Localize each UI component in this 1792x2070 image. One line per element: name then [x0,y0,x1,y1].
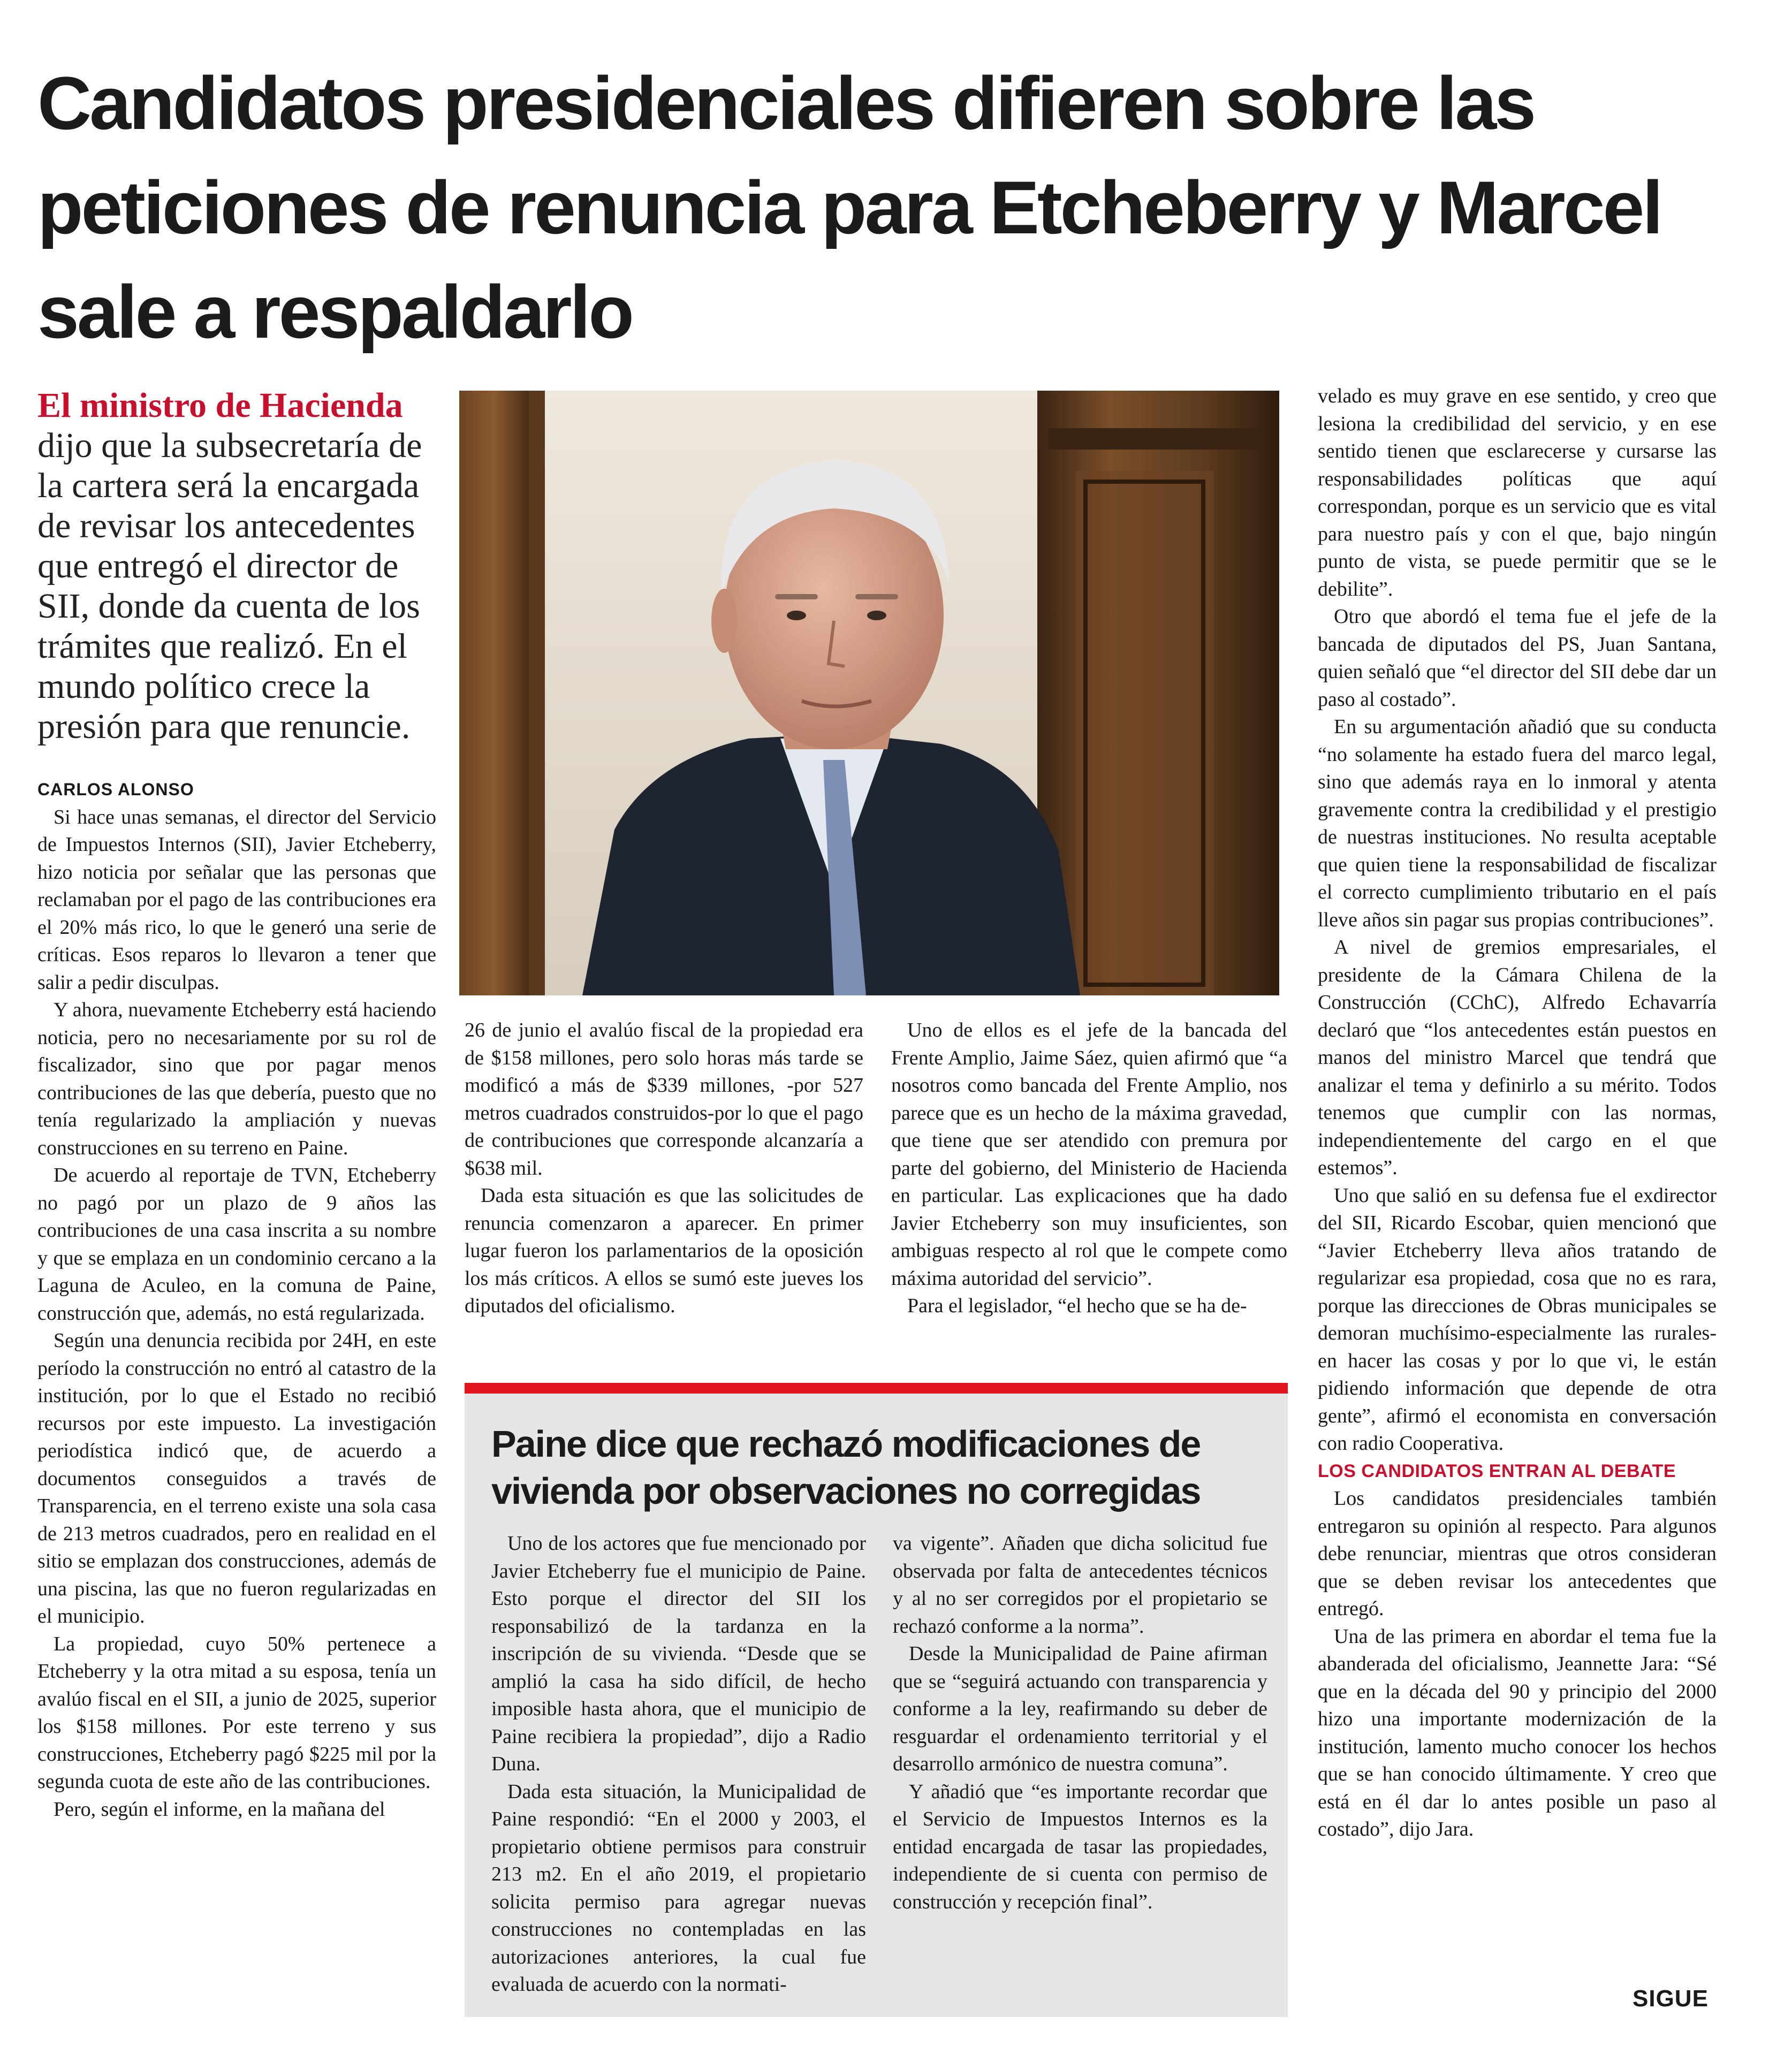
paragraph: Y ahora, nuevamente Etcheberry está haciendo noticia, pero no necesariamente por su rol de fiscalizador, sino que por pagar menos contribuciones de las que debería, puesto que no tenía regularizado la ampliación y nuevas construcciones en su terreno en Paine. [37,999,436,1159]
lede-text: dijo que la subsecretaría de la cartera será la encargada de revisar los antecedentes que entregó el director de SII, donde da cuenta de los trámites que realizó. En el mundo político crece la presión para que renuncie. [37,426,422,746]
byline: CARLOS ALONSO [37,780,194,799]
sidebar-column-right [893,1530,1267,1916]
paragraph: Otro que abordó el tema fue el jefe de la bancada de diputados del PS, Juan Santana, quien señaló que “el director del SII debe dar un paso al costado”. [1318,605,1717,711]
paragraph: Desde la Municipalidad de Paine afirman que se “seguirá actuando con transparencia y conforme a la ley, reafirmando su deber de resguardar el ordenamiento territorial y el desarrollo armónico de nuestra comuna”. [893,1642,1267,1775]
sidebar-title: Paine dice que rechazó modificaciones de vivienda por observaciones no corregidas [491,1423,1201,1512]
headline: Candidatos presidenciales difieren sobre las peticiones de renuncia para Etcheberry y Marcel sale a respaldarlo [37,61,1661,354]
paragraph: Los candidatos presidenciales también entregaron su opinión al respecto. Para algunos debe renunciar, mientras que otros consideran que se deben revisar los antecedentes que entregó. [1318,1487,1717,1620]
paragraph: Si hace unas semanas, el director del Servicio de Impuestos Internos (SII), Javier Etcheberry, hizo noticia por señalar que las personas que reclamaban por el pago de las contribuciones era el 20% más rico, lo que le generó una serie de críticas. Esos reparos lo llevaron a tener que salir a pedir disculpas. [37,805,436,994]
paragraph: Una de las primera en abordar el tema fue la abanderada del oficialismo, Jeannette Jara: “Sé que en la década del 90 y principio del 2000 hizo una importante modernización de la institución, lamento mucho conocer los hechos que se han conocido últimamente. Y creo que está en él dar lo antes posible un paso al costado”, dijo Jara. [1318,1625,1717,1840]
paragraph: 26 de junio el avalúo fiscal de la propiedad era de $158 millones, pero solo horas más tarde se modificó a más de $339 millones, -por 527 metros cuadrados construidos-por lo que el pago de contribuciones que corresponde alcanzaría a $638 mil. [465,1019,863,1179]
subhead: LOS CANDIDATOS ENTRAN AL DEBATE [1318,1460,1676,1481]
paragraph: La propiedad, cuyo 50% pertenece a Etcheberry y la otra mitad a su esposa, tenía un avalúo fiscal en el SII, a junio de 2025, superior los $158 millones. Por este terreno y sus construcciones, Etcheberry pagó $225 mil por la segunda cuota de este año de las contribuciones. [37,1632,436,1793]
photo-director [459,391,1279,995]
paragraph: Uno de ellos es el jefe de la bancada del Frente Amplio, Jaime Sáez, quien afirmó que “a nosotros como bancada del Frente Amplio, nos parece que es un hecho de la máxima gravedad, que tiene que ser atendido con premura por parte del gobierno, del Ministerio de Hacienda en particular. Las explicaciones que ha dado Javier Etcheberry son muy insuficientes, son ambiguas respecto al rol que le compete como máxima autoridad del servicio”. [891,1019,1287,1290]
sidebar-column-left [491,1530,866,1999]
paragraph: Para el legislador, “el hecho que se ha de- [907,1295,1247,1317]
paragraph: Dada esta situación es que las solicitudes de renuncia comenzaron a aparecer. En primer lugar fueron los parlamentarios de la oposición los más críticos. A ellos se sumó este jueves los diputados del oficialismo. [465,1184,863,1317]
paragraph: En su argumentación añadió que su conducta “no solamente ha estado fuera del marco legal, sino que además raya en lo inmoral y atenta gravemente contra la credibilidad y el prestigio de nuestras instituciones. No resulta aceptable que quien tiene la responsabilidad de fiscalizar el correcto cumplimiento tributario en el país lleve años sin pagar sus propias contribuciones”. [1318,716,1717,931]
paragraph: velado es muy grave en ese sentido, y creo que lesiona la credibilidad del servicio, y en ese sentido tienen que esclarecerse y cursarse las responsabilidades políticas que aquí correspondan, porque es un servicio que es vital para nuestro país y con el que, bajo ningún punto de vista, se puede permitir que se le debilite”. [1318,385,1717,600]
paragraph: Según una denuncia recibida por 24H, en este período la construcción no entró al catastro de la institución, por lo que el Estado no recibió recursos por este impuesto. La investigación periodística indicó que, de acuerdo a documentos conseguidos a través de Transparencia, en el terreno existe una sola casa de 213 metros cuadrados, pero en realidad en el sitio se emplazan dos construcciones, además de una piscina, las que no fueron regularizadas en el municipio. [37,1329,436,1627]
paragraph: Dada esta situación, la Municipalidad de Paine respondió: “En el 2000 y 2003, el propietario obtiene permisos para construir 213 m2. En el año 2019, el propietario solicita permiso para agregar nuevas construcciones no contempladas en las autorizaciones anteriores, la cual fue evaluada de acuerdo con la normati- [491,1780,866,1996]
paragraph: De acuerdo al reportaje de TVN, Etcheberry no pagó por un plazo de 9 años las contribuciones de una casa inscrita a su nombre y que se emplaza en un condominio cercano a la Laguna de Aculeo, en la comuna de Paine, construcción que, además, no está regularizada. [37,1164,436,1325]
column-3 [891,1017,1287,1320]
column-1 [37,385,436,1823]
sidebar-box [465,1383,1288,2017]
lede-highlight: El ministro de Hacienda [37,386,403,425]
paragraph: Uno que salió en su defensa fue el exdirector del SII, Ricardo Escobar, quien mencionó que “Javier Etcheberry lleva años tratando de regularizar esa propiedad, cosa que no es rara, porque las direcciones de Obras municipales se demoran muchísimo-especialmente las rurales- en hacer las cosas y por lo que vi, le están pidiendo información que depende de otra gente”, afirmó el economista en conversación con radio Cooperativa. [1318,1184,1717,1455]
lede [37,385,436,747]
paragraph: Y añadió que “es importante recordar que el Servicio de Impuestos Internos es la entidad encargada de tasar las propiedades, independiente de si cuenta con permiso de construcción y recepción final”. [893,1780,1267,1913]
paragraph: Pero, según el informe, en la mañana del [54,1798,385,1821]
column-2 [465,1017,863,1320]
column-4 [1318,383,1717,1844]
continued-label: SIGUE [1632,1985,1709,2012]
paragraph: Uno de los actores que fue mencionado por Javier Etcheberry fue el municipio de Paine. Esto porque el director del SII los responsabilizó de la tardanza en la inscripción de su vivienda. “Desde que se amplió la casa ha sido difícil, de hecho imposible hasta ahora, que el municipio de Paine recibiera la propiedad”, dijo a Radio Duna. [491,1532,866,1775]
paragraph: va vigente”. Añaden que dicha solicitud fue observada por falta de antecedentes técnicos y al no ser corregidos por el propietario se rechazó conforme a la norma”. [893,1532,1267,1638]
paragraph: A nivel de gremios empresariales, el presidente de la Cámara Chilena de la Construcción (CChC), Alfredo Echavarría declaró que “los antecedentes están puestos en manos del ministro Marcel que tendrá que analizar el tema y definirlo a su mérito. Todos tenemos que cumplir con las normas, independientemente del cargo en el que estemos”. [1318,936,1717,1179]
